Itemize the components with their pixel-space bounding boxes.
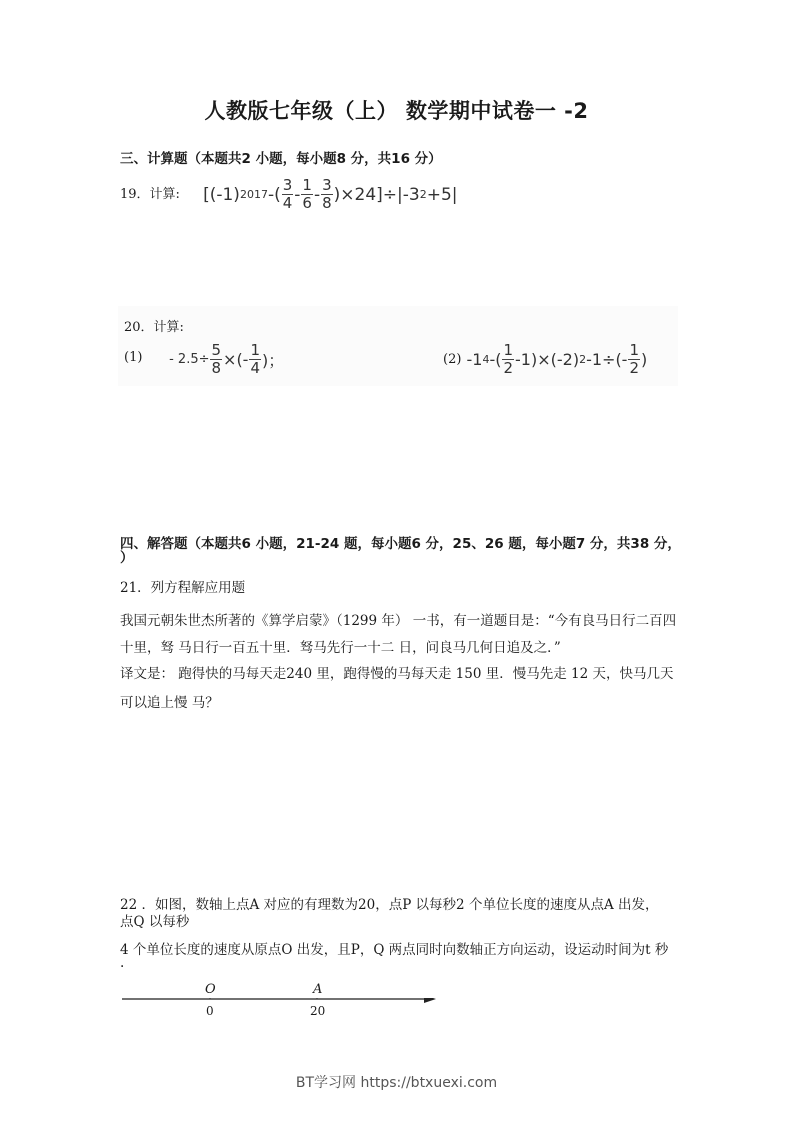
fraction: $\frac{3}{8}$ <box>322 176 332 212</box>
section-4-heading: 四、解答题（本题共6 小题，21-24 题，每小题6 分，25、26 题，每小题7 分，共38 分， <box>120 536 681 552</box>
part-label: (1) <box>124 350 143 365</box>
question-22-line: 点Q 以每秒 <box>120 914 190 930</box>
question-20-label: 20．计算: <box>124 320 184 335</box>
fraction: $\frac{5}{8}$ <box>211 341 222 377</box>
question-21-line: 译文是： 跑得快的马每天走240 里，跑得慢的马每天走 150 里．慢马先走 12 天，快马几天 <box>120 666 674 682</box>
question-21-line: 我国元朝朱世杰所著的《算学启蒙》（1299 年） 一书，有一道题目是：“今有良马日行二百四 <box>120 613 677 629</box>
question-20-part-2 <box>443 343 647 376</box>
question-22-line: 4 个单位长度的速度从原点O 出发，且P，Q 两点同时向数轴正方向运动，设运动时间为t 秒 <box>120 942 669 958</box>
question-19 <box>120 178 458 211</box>
section-4-heading-cont: ） <box>120 550 134 566</box>
exponent: 2 <box>579 353 587 366</box>
question-22-line: 22 ．如图，数轴上点A 对应的有理数为20，点P 以每秒2 个单位长度的速度从点A 出发， <box>120 897 659 913</box>
expr-part: ) <box>641 350 648 369</box>
fraction: $\frac{1}{2}$ <box>503 341 514 377</box>
number-line <box>122 998 442 1032</box>
question-21-label: 21．列方程解应用题 <box>120 580 246 596</box>
part-2-expression <box>467 343 648 376</box>
number-line-svg <box>122 998 442 1028</box>
expr-part: ×(- <box>223 350 249 369</box>
expr-part: - 2.5÷ <box>169 352 210 367</box>
exponent: 2017 <box>239 188 268 201</box>
point-o-label: O <box>205 982 216 997</box>
expr-part: -( <box>489 350 502 369</box>
expr-part: -1)×(-2) <box>515 350 580 369</box>
arrow-icon <box>424 998 436 1003</box>
fraction: $\frac{3}{4}$ <box>282 176 293 212</box>
expr-part: +5| <box>426 184 458 205</box>
page-title: 人教版七年级（上） 数学期中试卷一 -2 <box>204 99 589 123</box>
expr-part: [(-1) <box>203 184 240 205</box>
expr-part: -( <box>267 184 281 205</box>
part-1-expression <box>169 343 284 376</box>
expr-part: -1 <box>466 350 483 369</box>
expr-part: - <box>313 184 321 205</box>
exponent: 4 <box>482 353 490 366</box>
fraction: $\frac{1}{2}$ <box>629 341 639 377</box>
expr-part: -1÷(- <box>586 350 628 369</box>
point-a-value: 20 <box>310 1004 326 1018</box>
section-3-heading: 三、计算题（本题共2 小题，每小题8 分，共16 分） <box>120 151 442 167</box>
question-19-label: 19．计算: <box>120 186 180 202</box>
point-a-label: A <box>313 982 323 997</box>
point-o-value: 0 <box>206 1004 214 1018</box>
question-21-line: 十里，驽 马日行一百五十里．驽马先行一十二 日，问良马几何日追及之．” <box>120 640 561 656</box>
expr-part: )×24]÷|-3 <box>333 184 420 205</box>
question-20-part-1 <box>124 343 284 376</box>
expr-part: )； <box>262 351 285 370</box>
question-21-line: 可以追上慢 马？ <box>120 695 219 711</box>
question-22-line: . <box>120 955 125 971</box>
fraction: $\frac{1}{4}$ <box>250 341 260 377</box>
part-label: (2) <box>443 352 462 367</box>
question-19-expression <box>203 178 457 211</box>
fraction: $\frac{1}{6}$ <box>302 176 312 212</box>
exponent: 2 <box>419 188 427 201</box>
expr-part: - <box>294 184 301 205</box>
footer-watermark: BT学习网 https://btxuexi.com <box>295 1075 498 1091</box>
